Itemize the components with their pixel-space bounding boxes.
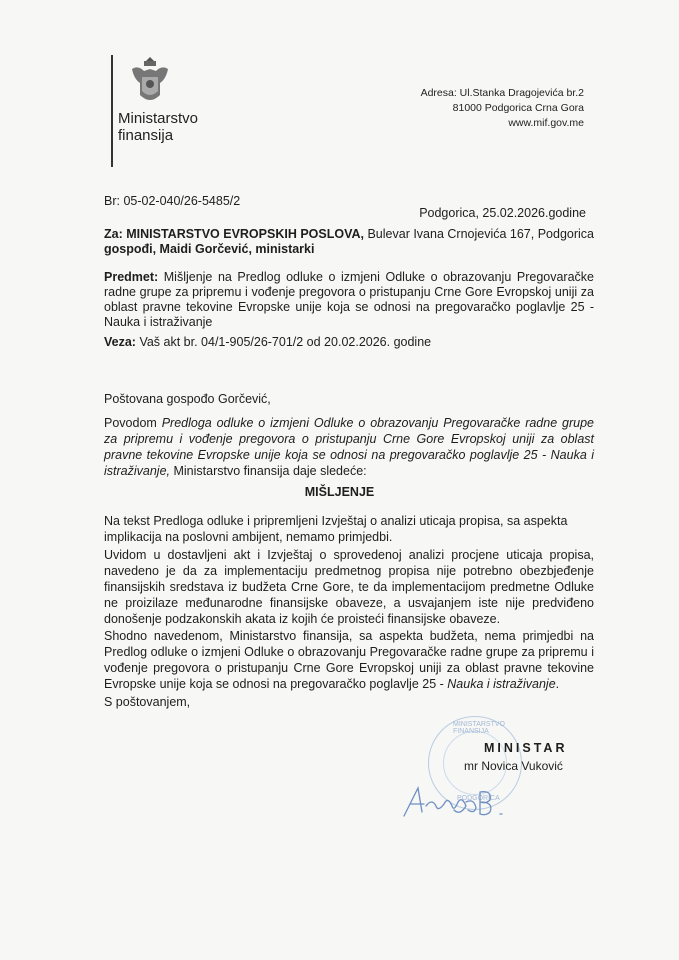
recipient-address: Bulevar Ivana Crnojevića 167, Podgorica [364, 227, 594, 241]
coat-of-arms-icon [128, 55, 172, 107]
recipient-label: Za: [104, 227, 123, 241]
address-website: www.mif.gov.me [508, 117, 584, 129]
closing: S poštovanjem, [104, 695, 191, 709]
subject-line [104, 270, 594, 330]
salutation: Poštovana gospođo Gorčević, [104, 392, 271, 406]
signatory-title: MINISTAR [484, 741, 568, 755]
paragraph-3-italic: Nauka i istraživanje [447, 677, 556, 691]
subject-label: Predmet: [104, 270, 159, 284]
ministry-line-2: finansija [118, 127, 174, 144]
stamp-text-bottom: PODGORICA [457, 795, 500, 802]
reference-link [104, 335, 594, 350]
veza-text: Vaš akt br. 04/1-905/26-701/2 od 20.02.2026. godine [135, 335, 432, 349]
letter-date: Podgorica, 25.02.2026.godine [419, 206, 586, 220]
recipient-person: gospođi, Maidi Gorčević, ministarki [104, 242, 315, 256]
intro-start: Povodom [104, 416, 162, 430]
ministry-address [421, 86, 584, 131]
paragraph-1: Na tekst Predloga odluke i pripremljeni Izvještaj o analizi uticaja propisa, sa aspekta implikacija na poslovni ambijent, nemamo primjedbi. [104, 514, 568, 544]
ministry-line-1: Ministarstvo [118, 110, 199, 127]
intro-italic: Predloga odluke o izmjeni Odluke o obrazovanju Pregovaračke radne grupe za pripremu i vođenje pregovora o pristupanju Crne Gore Evropskoj uniji za oblast pravne tekovine Evropske unije koja se odnosi na pregovaračko poglavlje 25 - Nauka i istraživanje, [104, 416, 595, 478]
paragraph-3-start: Shodno navedenom, Ministarstvo finansija, sa aspekta budžeta, nema primjedbi na Predlog odluke o izmjeni Odluke o obrazovanju Pregovaračke radne grupe za pripremu i vođenje pregovora o pristupanju Crne Gore Evropskoj uniji za oblast pravne tekovine Evropske unije koja se odnosi na pregovaračko poglavlje 25 - [104, 629, 594, 691]
intro-end: Ministarstvo finansija daje sledeće: [170, 464, 367, 478]
signatory-name: mr Novica Vuković [464, 759, 563, 773]
paragraph-2: Uvidom u dostavljeni akt i Izvještaj o sprovedenoj analizi procjene uticaja propisa, navedeno je da za implementaciju predmetnog propisa nije potrebno obezbjeđenje finansijskih sredstava iz budžeta Crne Gore, te da implementacijom predmetne Odluke ne proizilaze međunarodne finansijske obaveze, a usvajanjem iste nije predviđeno donošenje podzakonskih akata iz kojih će proisteći finansijske obaveze. [104, 548, 594, 626]
handwritten-signature [396, 782, 516, 822]
letterhead-divider [111, 55, 113, 167]
recipient [104, 227, 594, 257]
stamp-text-top: MINISTARSTVO FINANSIJA [453, 721, 505, 735]
intro-paragraph [104, 415, 594, 479]
veza-label: Veza: [104, 335, 136, 349]
address-street: Adresa: Ul.Stanka Dragojevića br.2 [420, 87, 584, 99]
subject-text: Mišljenje na Predlog odluke o izmjeni Odluke o obrazovanju Pregovaračke radne grupe za pripremu i vođenje pregovora o pristupanju Crne Gore Evropskoj uniji za oblast pravne tekovine Evropske unije koja se odnosi na pregovaračko poglavlje 25 - Nauka i istraživanje [104, 270, 594, 329]
paragraph-3-end: . [555, 677, 560, 691]
recipient-org: MINISTARSTVO EVROPSKIH POSLOVA, [126, 227, 364, 241]
paragraph-3 [104, 628, 594, 692]
reference-number: Br: 05-02-040/26-5485/2 [104, 194, 241, 208]
ministry-name [118, 110, 198, 144]
opinion-heading: MIŠLJENJE [304, 485, 375, 499]
address-city: 81000 Podgorica Crna Gora [452, 102, 584, 114]
